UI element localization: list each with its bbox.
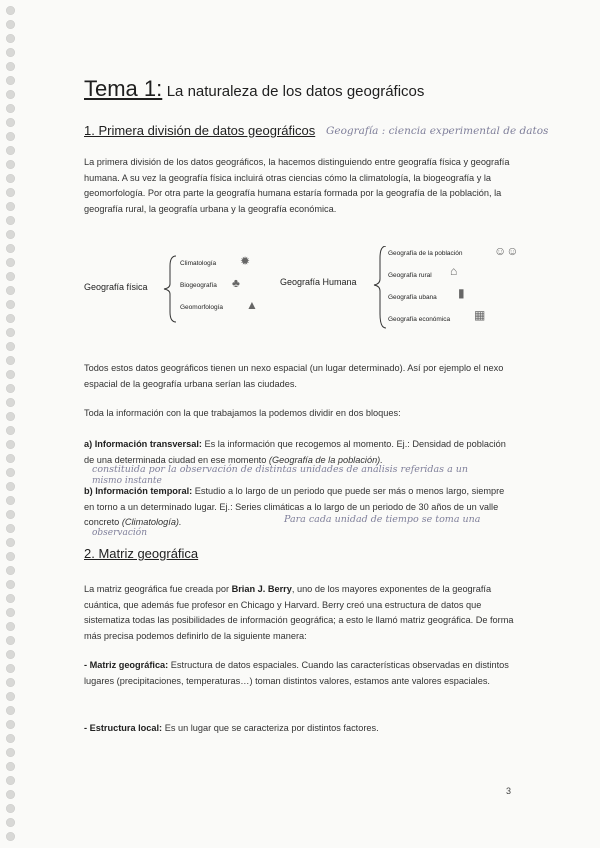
binder-hole	[6, 76, 15, 85]
humana-item-poblacion: Geografía de la población	[388, 250, 463, 257]
binder-hole	[6, 314, 15, 323]
binder-hole	[6, 636, 15, 645]
binder-hole	[6, 692, 15, 701]
binder-hole	[6, 538, 15, 547]
binder-hole	[6, 104, 15, 113]
title-tema: Tema 1:	[84, 76, 163, 101]
binder-hole	[6, 328, 15, 337]
binder-hole	[6, 594, 15, 603]
binder-hole	[6, 146, 15, 155]
building-icon: ▮	[458, 286, 465, 300]
temporal-text: Estudio a lo largo de un periodo que puede ser más o menos largo, siempre en torno a un determinado lugar. Ej.: Series climáticas a lo largo de un periodo de 30 años de un valle concreto	[84, 486, 505, 527]
binder-hole	[6, 160, 15, 169]
def-matriz-label: - Matriz geográfica:	[84, 660, 169, 670]
binder-hole	[6, 510, 15, 519]
binder-hole	[6, 678, 15, 687]
handwritten-temporal-line1: Para cada unidad de tiempo se toma una	[284, 514, 481, 525]
geography-diagram	[84, 246, 524, 336]
binder-hole	[6, 790, 15, 799]
binder-hole	[6, 482, 15, 491]
binder-hole	[6, 258, 15, 267]
fisica-item-geomorfologia: Geomorfología	[180, 304, 223, 311]
binder-hole	[6, 244, 15, 253]
humana-item-economica: Geografía económica	[388, 316, 451, 323]
binder-hole	[6, 650, 15, 659]
paragraph-nexo: Todos estos datos geográficos tienen un nexo espacial (un lugar determinado). Así por ejemplo el nexo espacial de la geografía urbana serían las ciudades.	[84, 363, 504, 389]
binder-hole	[6, 454, 15, 463]
binder-hole	[6, 818, 15, 827]
transversal-label: a) Información transversal:	[84, 439, 202, 449]
handwritten-transversal-line1: constituida por la observación de distintas unidades de análisis referidas a un	[92, 464, 468, 475]
binder-hole	[6, 6, 15, 15]
binder-hole	[6, 734, 15, 743]
binder-hole	[6, 90, 15, 99]
binder-hole	[6, 580, 15, 589]
def-estructura-text: Es un lugar que se caracteriza por distintos factores.	[164, 723, 379, 733]
binder-hole	[6, 566, 15, 575]
binder-hole	[6, 272, 15, 281]
binder-hole	[6, 202, 15, 211]
def-estructura-label: - Estructura local:	[84, 723, 163, 733]
binder-hole	[6, 34, 15, 43]
page-title	[84, 76, 424, 102]
binder-hole	[6, 622, 15, 631]
binder-hole	[6, 412, 15, 421]
definition-estructura	[84, 721, 514, 737]
binder-hole	[6, 832, 15, 841]
binder-hole	[6, 174, 15, 183]
transversal-italic: (Geografía de la población).	[268, 454, 383, 465]
mountain-icon: ▲	[246, 298, 258, 312]
binder-hole	[6, 748, 15, 757]
binder-hole	[6, 608, 15, 617]
house-icon: ⌂	[450, 264, 458, 278]
binder-holes	[4, 0, 18, 848]
binder-hole	[6, 524, 15, 533]
tree-icon: ♣	[232, 276, 240, 290]
binder-hole	[6, 762, 15, 771]
geografia-humana-label: Geografía Humana	[280, 277, 357, 287]
section2-heading: 2. Matriz geográfica	[84, 546, 199, 561]
factory-icon: ▦	[474, 308, 486, 322]
def-matriz-text: Estructura de datos espaciales. Cuando las características observadas en distintos lugares (precipitaciones, temperaturas…) toman distintos valores, estamos ante valores espaciales.	[84, 660, 509, 686]
binder-hole	[6, 664, 15, 673]
binder-hole	[6, 440, 15, 449]
binder-hole	[6, 384, 15, 393]
binder-hole	[6, 398, 15, 407]
binder-hole	[6, 342, 15, 351]
binder-hole	[6, 118, 15, 127]
handwritten-temporal-line2: observación	[92, 528, 148, 538]
berry-text-a: La matriz geográfica fue creada por	[84, 584, 232, 594]
berry-text-b: , uno de los mayores exponentes de la geografía cuántica, que además fue profesor en Chicago y Harvard. Berry creó una estructura de datos que sistematiza todas las posibilidades de información geográfica; a esto le llamó matriz geográfica. De forma más precisa podemos definirlo de la siguiente manera:	[84, 584, 514, 641]
binder-hole	[6, 496, 15, 505]
binder-hole	[6, 132, 15, 141]
binder-hole	[6, 286, 15, 295]
section2-paragraph	[84, 582, 514, 644]
title-text: La naturaleza de los datos geográficos	[166, 83, 425, 100]
definition-matriz	[84, 658, 514, 689]
binder-hole	[6, 230, 15, 239]
sun-icon: ✹	[240, 254, 251, 268]
binder-hole	[6, 20, 15, 29]
temporal-label: b) Información temporal:	[84, 486, 193, 496]
page-number: 3	[506, 786, 512, 796]
fisica-item-biogeografia: Biogeografía	[180, 282, 217, 289]
binder-hole	[6, 370, 15, 379]
transversal-text: Es la información que recogemos al momento. Ej.: Densidad de población de una determinada ciudad en ese momento	[84, 439, 506, 465]
binder-hole	[6, 720, 15, 729]
humana-item-rural: Geografía rural	[388, 272, 432, 279]
people-icon: ☺☺	[494, 244, 519, 258]
binder-hole	[6, 552, 15, 561]
paragraph-bloques: Toda la información con la que trabajamos la podemos dividir en dos bloques:	[84, 408, 401, 418]
humana-item-urbana: Geografía ubana	[388, 294, 437, 301]
berry-name: Brian J. Berry	[231, 584, 292, 594]
binder-hole	[6, 300, 15, 309]
binder-hole	[6, 804, 15, 813]
temporal-italic: (Climatología).	[121, 517, 182, 527]
binder-hole	[6, 468, 15, 477]
binder-hole	[6, 216, 15, 225]
section1-paragraph: La primera división de los datos geográficos, la hacemos distinguiendo entre geografía física y geografía humana. A su vez la geografía física incluirá otras ciencias cómo la climatología, la biogeografía y la geomorfología. Por otra parte la geografía humana estaría formada por la geografía de la población, la geografía rural, la geografía urbana y la geografía económica.	[84, 157, 510, 214]
fisica-item-climatologia: Climatología	[180, 260, 217, 267]
geografia-fisica-label: Geografía física	[84, 282, 148, 292]
section1-heading: 1. Primera división de datos geográficos	[84, 123, 316, 138]
binder-hole	[6, 706, 15, 715]
binder-hole	[6, 188, 15, 197]
binder-hole	[6, 776, 15, 785]
binder-hole	[6, 356, 15, 365]
binder-hole	[6, 426, 15, 435]
binder-hole	[6, 48, 15, 57]
binder-hole	[6, 62, 15, 71]
handwritten-note-geografia: Geografía : ciencia experimental de datos	[326, 125, 549, 137]
handwritten-transversal-line2: mismo instante	[92, 476, 162, 486]
